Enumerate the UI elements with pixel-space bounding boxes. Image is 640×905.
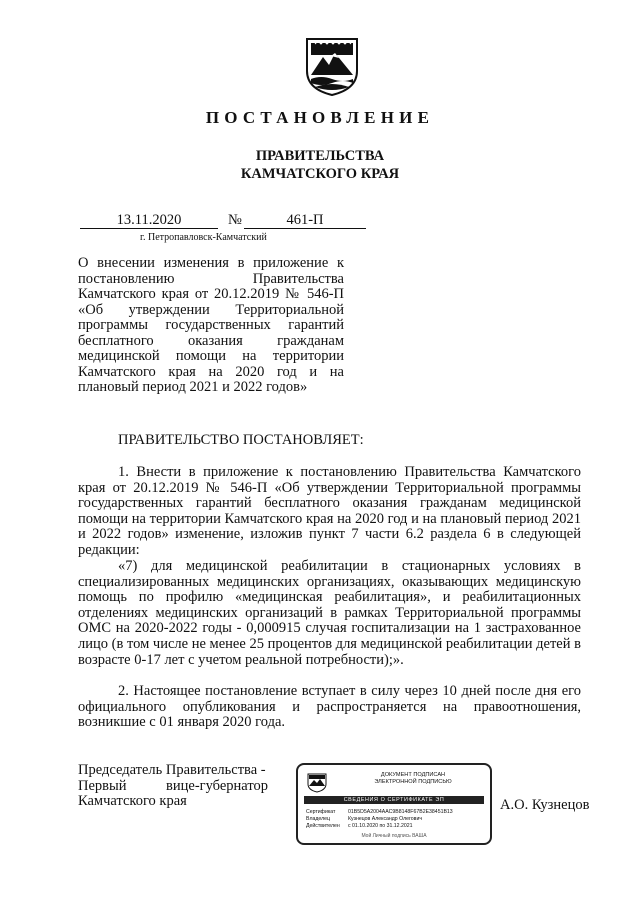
- signatory-name: А.О. Кузнецов: [500, 797, 590, 813]
- document-type-title: ПОСТАНОВЛЕНИЕ: [205, 108, 435, 127]
- stamp-row-key: Владелец: [306, 816, 330, 822]
- stamp-row-certificate: [306, 809, 486, 815]
- place-of-issue: г. Петропавловск-Камчатский: [140, 232, 267, 243]
- position-word-first: Первый: [78, 777, 127, 794]
- stamp-row-key: Действителен: [306, 823, 340, 829]
- position-line-2: [78, 779, 268, 795]
- stamp-row-value: 01B5D5A2004AAC9B8148F67B2E38451B13: [348, 809, 453, 815]
- issuer-title: [0, 147, 640, 183]
- stamp-row-key: Сертификат: [306, 809, 336, 815]
- stamp-row-validity: [306, 823, 486, 829]
- position-line-1: Председатель Правительства -: [78, 762, 266, 778]
- signatory-position: [78, 763, 268, 810]
- number-sign: №: [228, 212, 242, 228]
- stamp-row-value: с 01.10.2020 по 31.12.2021: [348, 823, 413, 829]
- position-word-vice: вице-губернатор: [166, 777, 268, 794]
- paragraph-2: 2. Настоящее постановление вступает в силу через 10 дней после дня его официального опубликования и распространяется на правоотношения, возникшие с 01 января 2020 года.: [78, 683, 581, 731]
- stamp-row-owner: [306, 816, 486, 822]
- decree-heading: ПРАВИТЕЛЬСТВО ПОСТАНОВЛЯЕТ:: [118, 432, 364, 448]
- number-value: 461-П: [286, 212, 324, 228]
- stamp-row-value: Кузнецов Александр Олегович: [348, 816, 423, 822]
- stamp-emblem-icon: [306, 771, 328, 793]
- issuer-line-2: КАМЧАТСКОГО КРАЯ: [240, 166, 400, 182]
- document-subject: О внесении изменения в приложение к постановлению Правительства Камчатского края от 20.12.2019 № 546-П «Об утверждении Территориальной программы государственных гарантий бесплатного оказания гражданам медицинской помощи на территории Камчатского края на 2020 год и на плановый период 2021 и 2022 годов»: [78, 255, 344, 395]
- date-value: 13.11.2020: [116, 212, 182, 228]
- paragraph-1: 1. Внести в приложение к постановлению Правительства Камчатского края от 20.12.2019 № 546-П «Об утверждении Территориальной программы государственных гарантий бесплатного оказания гражданам медицинской помощи на территории Камчатского края на 2020 год и на плановый период 2021 и 2022 годов» изменение, изложив пункт 7 части 6.2 раздела 6 в следующей редакции:: [78, 464, 581, 558]
- coat-of-arms-emblem: [305, 35, 359, 97]
- stamp-header-line-1: ДОКУМЕНТ ПОДПИСАН: [380, 772, 446, 778]
- date-field: [80, 212, 218, 229]
- electronic-signature-stamp: [296, 763, 492, 845]
- position-line-3: Камчатского края: [78, 793, 187, 810]
- stamp-footer: Мой Личный подпись ВАША: [361, 833, 427, 839]
- number-field: [244, 212, 366, 229]
- paragraph-1-quote: «7) для медицинской реабилитации в стационарных условиях в специализированных медицинских организациях, оказывающих медицинскую помощь по профилю «медицинская реабилитация», и реабилитационных отделениях медицинских организаций в рамках Территориальной программы ОМС на 2020-2022 годы - 0,000915 случая госпитализации на 1 застрахованное лицо (в том числе не менее 25 процентов для медицинской реабилитации детей в возрасте 0-17 лет с учетом реальной потребности);».: [78, 558, 581, 668]
- issuer-line-1: ПРАВИТЕЛЬСТВА: [255, 148, 385, 164]
- stamp-header-line-2: ЭЛЕКТРОННОЙ ПОДПИСЬЮ: [374, 779, 452, 785]
- stamp-certificate-bar: СВЕДЕНИЯ О СЕРТИФИКАТЕ ЭП: [304, 796, 484, 804]
- stamp-header: [338, 772, 488, 786]
